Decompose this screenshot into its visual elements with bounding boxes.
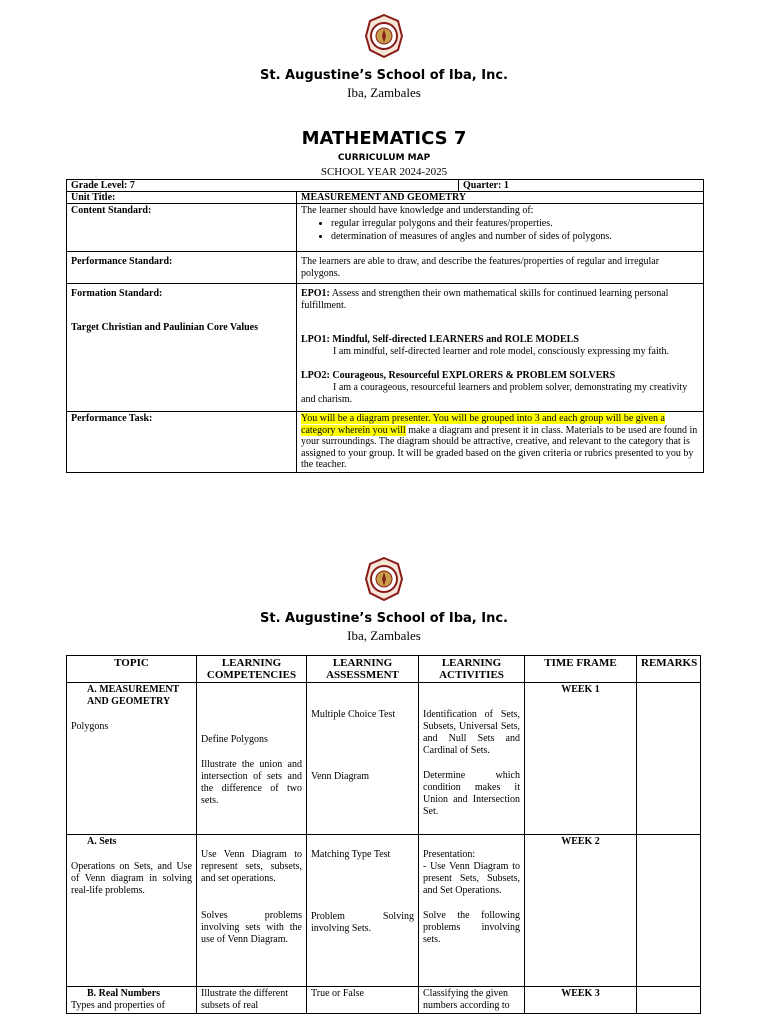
content-standard-value: [297, 204, 704, 252]
school-place: Iba, Zambales: [347, 85, 421, 100]
curriculum-map-label: CURRICULUM MAP: [337, 153, 431, 163]
remarks-cell: [637, 987, 701, 1014]
activity: Determine which condition makes it Union and Intersection Set.: [423, 770, 520, 817]
assessment: Venn Diagram: [311, 771, 370, 782]
header-remarks: REMARKS: [637, 656, 701, 683]
formation-standard-label-cell: [67, 284, 297, 412]
school-year: SCHOOL YEAR 2024-2025: [320, 166, 448, 178]
performance-task-value: [297, 412, 704, 473]
activities-cell: [419, 683, 525, 835]
table-row: [67, 987, 701, 1014]
topic-heading: A. MEASUREMENT AND GEOMETRY: [87, 684, 180, 707]
content-standard-list: [301, 217, 699, 243]
school-name: St. Augustine’s School of Iba, Inc.: [260, 611, 508, 626]
content-standard-label: Content Standard:: [67, 204, 297, 252]
unit-title-label: Unit Title:: [67, 192, 297, 204]
school-place: Iba, Zambales: [347, 628, 421, 643]
topic-cell: [67, 683, 197, 835]
assessment-cell: [307, 835, 419, 987]
performance-standard-row: [67, 252, 704, 284]
content-standard-row: [67, 204, 704, 252]
topic-cell: [67, 835, 197, 987]
performance-task-label: Performance Task:: [67, 412, 297, 473]
performance-task-row: [67, 412, 704, 473]
grade-level: Grade Level: 7: [67, 180, 459, 192]
topic-heading: A. Sets: [87, 836, 117, 847]
competency: Illustrate the union and intersection of sets and the difference of two sets.: [201, 759, 302, 806]
formation-standard-row: [67, 284, 704, 412]
competencies-cell: [197, 683, 307, 835]
topic-cell: [67, 987, 197, 1014]
lpo1-label: LPO1: Mindful, Self-directed LEARNERS and ROLE MODELS: [301, 334, 579, 345]
table-row: [67, 835, 701, 987]
subject-title: MATHEMATICS 7: [301, 128, 467, 149]
assessment: Matching Type Test: [311, 849, 391, 860]
activity: Solve the following problems involving sets.: [423, 910, 520, 945]
header-competencies: LEARNING COMPETENCIES: [197, 656, 307, 683]
assessment-cell: True or False: [307, 987, 419, 1014]
assessment: Problem Solving involving Sets.: [311, 911, 414, 934]
header-time-frame: TIME FRAME: [525, 656, 637, 683]
formation-standard-value: [297, 284, 704, 412]
time-frame-cell: WEEK 3: [525, 987, 637, 1014]
remarks-cell: [637, 835, 701, 987]
competency: Solves problems involving sets with the use of Venn Diagram.: [201, 910, 302, 945]
competencies-cell: Illustrate the different subsets of real: [197, 987, 307, 1014]
time-frame-cell: WEEK 1: [525, 683, 637, 835]
school-logo-second: [364, 557, 404, 601]
curriculum-map-table: [66, 655, 701, 1014]
activity: Presentation: - Use Venn Diagram to present Sets, Subsets, and Set Operations.: [423, 849, 520, 896]
lpo2-label: LPO2: Courageous, Resourceful EXPLORERS & PROBLEM SOLVERS: [301, 370, 616, 381]
performance-task-highlight: You will be a diagram presenter. You will be grouped into 3 and each group will be given a category wherein you will: [301, 413, 665, 436]
epo1: [301, 288, 699, 312]
remarks-cell: [637, 683, 701, 835]
content-standard-item: • determination of measures of angles and number of sides of polygons.: [331, 230, 699, 243]
header-assessment: LEARNING ASSESSMENT: [307, 656, 419, 683]
lpo1-text: I am mindful, self-directed learner and role model, consciously expressing my faith.: [333, 346, 670, 357]
formation-standard-label: Formation Standard:: [71, 288, 163, 299]
lpo2-text-rest: and charism.: [301, 394, 353, 405]
content-standard-item: • regular irregular polygons and their features/properties.: [331, 217, 699, 230]
header-topic: TOPIC: [67, 656, 197, 683]
time-frame-cell: WEEK 2: [525, 835, 637, 987]
topic-sub: Operations on Sets, and Use of Venn diagram in solving real-life problems.: [71, 861, 192, 896]
topic-sub: Polygons: [71, 721, 109, 732]
table-row: [67, 683, 701, 835]
topic-sub: Types and properties of: [71, 1000, 165, 1011]
assessment: Multiple Choice Test: [311, 709, 396, 720]
competencies-cell: [197, 835, 307, 987]
performance-standard-label: Performance Standard:: [67, 252, 297, 284]
quarter: Quarter: 1: [459, 180, 704, 192]
header-activities: LEARNING ACTIVITIES: [419, 656, 525, 683]
competency: Define Polygons: [201, 734, 268, 745]
curriculum-info-table: [66, 179, 704, 473]
activities-cell: [419, 835, 525, 987]
topic-heading: B. Real Numbers: [87, 988, 161, 999]
epo1-text: Assess and strengthen their own mathematical skills for continued learning personal fulfillment.: [301, 288, 669, 311]
lpo2-text: I am a courageous, resourceful learners and problem solver, demonstrating my creativity: [333, 382, 688, 393]
school-name: St. Augustine’s School of Iba, Inc.: [260, 68, 508, 83]
activity: Identification of Sets, Subsets, Universal Sets, and Null Sets and Cardinal of Sets.: [423, 709, 520, 756]
map-header-row: [67, 656, 701, 683]
school-logo-top: [364, 14, 404, 58]
competency: Use Venn Diagram to represent sets, subsets, and set operations.: [201, 849, 302, 884]
content-standard-intro: The learner should have knowledge and understanding of:: [301, 205, 534, 216]
performance-standard-value: The learners are able to draw, and describe the features/properties of regular and irregular polygons.: [297, 252, 704, 284]
unit-title-value: MEASUREMENT AND GEOMETRY: [297, 192, 704, 204]
performance-task-text: make a diagram and present it in class. Materials to be used are found in your surroundings. The diagram should be attractive, creative, and relevant to the category that is assigned to your group. It will be graded based on the given criteria or rubrics presented to you by the teacher.: [301, 424, 698, 470]
assessment-cell: [307, 683, 419, 835]
target-values-label: Target Christian and Paulinian Core Values: [71, 322, 258, 333]
unit-title-row: [67, 192, 704, 204]
grade-row: [67, 180, 704, 192]
epo1-label: EPO1:: [301, 288, 330, 299]
activities-cell: Classifying the given numbers according to: [419, 987, 525, 1014]
